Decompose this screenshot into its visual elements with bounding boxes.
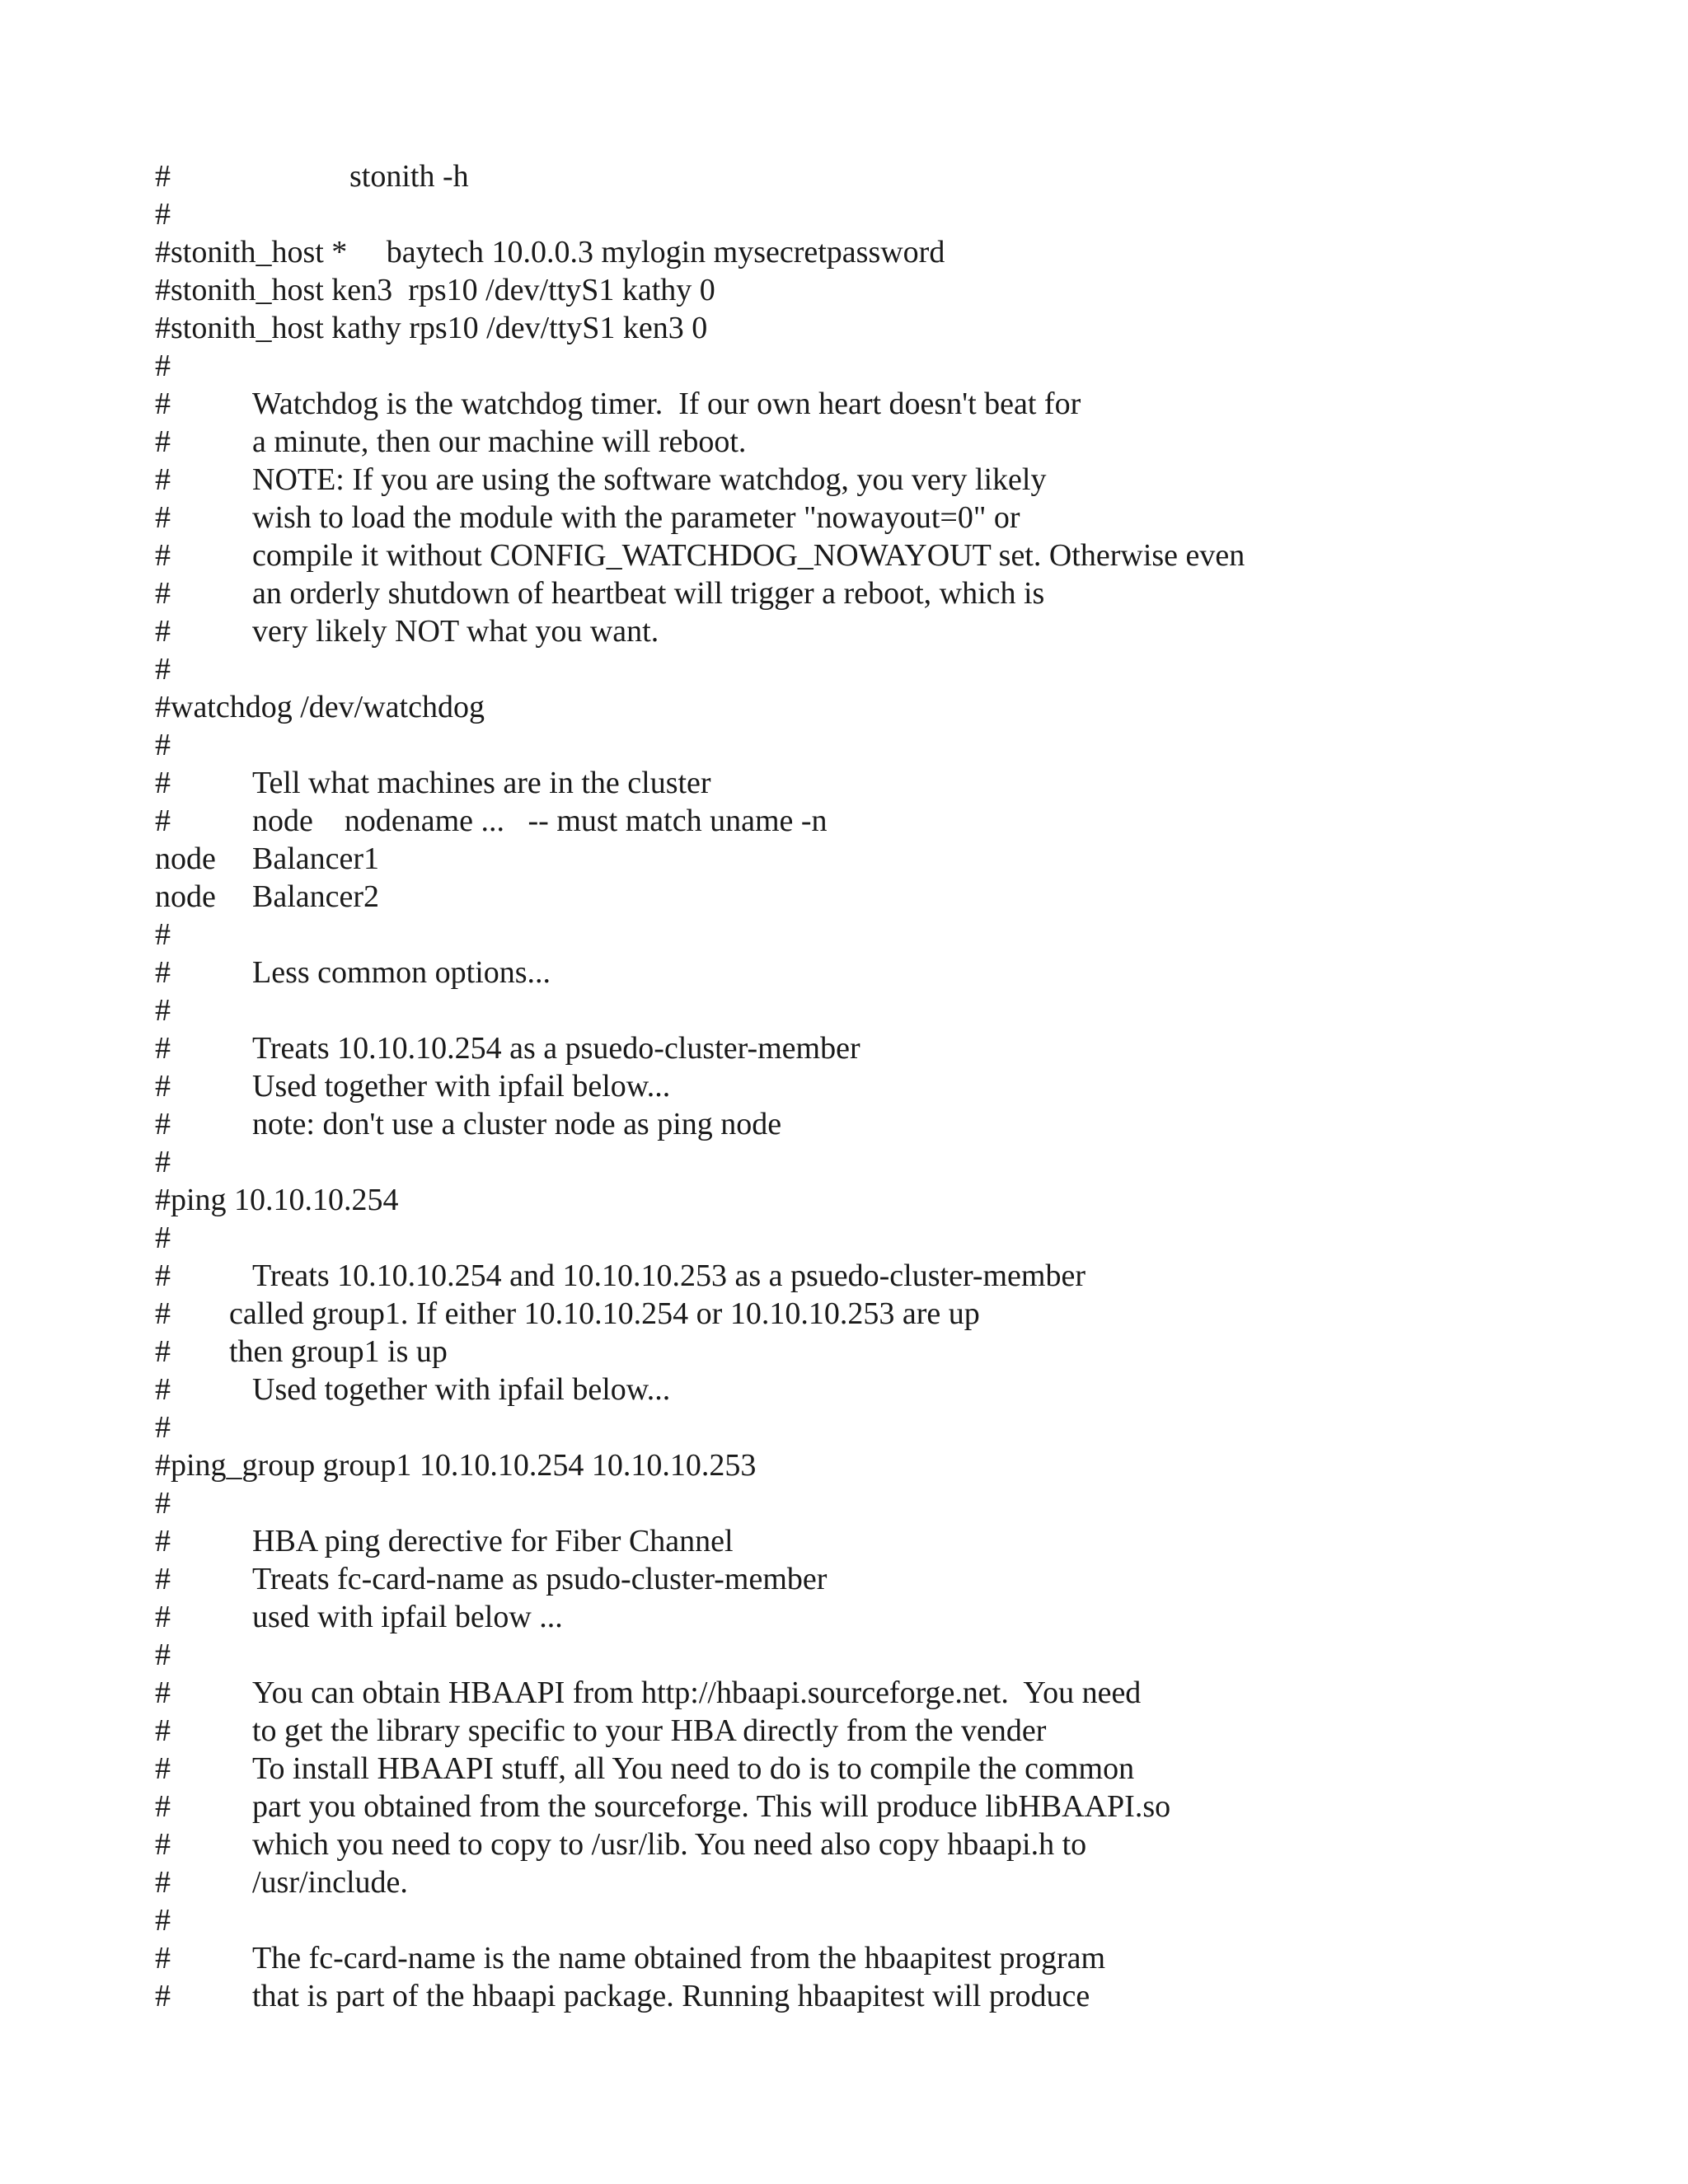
text-line: [155, 1712, 1639, 1750]
text-line: [155, 1788, 1639, 1825]
line-prefix: #: [155, 1524, 171, 1558]
line-prefix: #: [155, 917, 171, 952]
line-prefix: #: [155, 1334, 171, 1369]
text-line: [155, 840, 1639, 878]
line-prefix: #watchdog /dev/watchdog: [155, 690, 485, 724]
line-prefix: #: [155, 1107, 171, 1141]
text-line: [155, 1636, 1639, 1674]
text-line: [155, 271, 1639, 309]
line-content: Watchdog is the watchdog timer. If our own heart doesn't beat for: [252, 387, 1081, 421]
line-prefix: #ping 10.10.10.254: [155, 1183, 399, 1217]
line-prefix: #: [155, 159, 171, 194]
text-line: [155, 1333, 1639, 1371]
line-content: Tell what machines are in the cluster: [252, 766, 711, 800]
text-line: [155, 385, 1639, 423]
line-content: part you obtained from the sourceforge. This will produce libHBAAPI.so: [252, 1789, 1171, 1824]
line-prefix: #: [155, 1827, 171, 1862]
line-prefix: #: [155, 1903, 171, 1938]
line-content: Balancer1: [252, 841, 380, 876]
text-line: [155, 1446, 1639, 1484]
text-line: [155, 1105, 1639, 1143]
text-line: [155, 347, 1639, 385]
text-line: [155, 688, 1639, 726]
line-prefix: #stonith_host * baytech 10.0.0.3 mylogin mysecretpassword: [155, 235, 945, 269]
line-content: that is part of the hbaapi package. Running hbaapitest will produce: [252, 1979, 1090, 2013]
text-line: [155, 1522, 1639, 1560]
text-line: [155, 195, 1639, 233]
line-prefix: #stonith_host ken3 rps10 /dev/ttyS1 kathy 0: [155, 273, 715, 307]
text-line: [155, 1257, 1639, 1295]
text-line: [155, 461, 1639, 499]
line-prefix: #: [155, 424, 171, 459]
line-prefix: #: [155, 993, 171, 1028]
line-content: an orderly shutdown of heartbeat will trigger a reboot, which is: [252, 576, 1045, 611]
text-line: [155, 423, 1639, 461]
line-prefix: #: [155, 1865, 171, 1900]
line-prefix: #: [155, 804, 171, 838]
line-prefix: #: [155, 349, 171, 383]
line-prefix: #: [155, 1145, 171, 1179]
line-content: very likely NOT what you want.: [252, 614, 659, 649]
text-line: [155, 1029, 1639, 1067]
text-line: [155, 802, 1639, 840]
line-prefix: #ping_group group1 10.10.10.254 10.10.10.253: [155, 1448, 757, 1483]
line-content: /usr/include.: [252, 1865, 408, 1900]
line-prefix: #: [155, 1296, 171, 1331]
line-prefix: #: [155, 1675, 171, 1710]
line-prefix: #: [155, 1600, 171, 1634]
line-prefix: #: [155, 462, 171, 497]
line-prefix: #: [155, 1789, 171, 1824]
line-prefix: #: [155, 1751, 171, 1786]
line-content: which you need to copy to /usr/lib. You need also copy hbaapi.h to: [252, 1827, 1087, 1862]
text-line: [155, 1598, 1639, 1636]
line-prefix: #: [155, 1372, 171, 1407]
line-content: To install HBAAPI stuff, all You need to do is to compile the common: [252, 1751, 1135, 1786]
text-line: [155, 726, 1639, 764]
line-prefix: #: [155, 652, 171, 687]
line-prefix: node: [155, 841, 216, 876]
line-content: Less common options...: [252, 955, 551, 990]
line-content: Used together with ipfail below...: [252, 1069, 671, 1104]
line-content: HBA ping derective for Fiber Channel: [252, 1524, 734, 1558]
line-prefix: #: [155, 576, 171, 611]
text-line: [155, 1939, 1639, 1977]
config-text: [155, 157, 1639, 2015]
text-line: [155, 537, 1639, 574]
line-prefix: #: [155, 1713, 171, 1748]
line-content: Treats 10.10.10.254 as a psuedo-cluster-member: [252, 1031, 860, 1066]
line-prefix: #: [155, 1221, 171, 1255]
line-content: note: don't use a cluster node as ping node: [252, 1107, 782, 1141]
text-line: [155, 916, 1639, 954]
line-prefix: #: [155, 766, 171, 800]
line-content: NOTE: If you are using the software watchdog, you very likely: [252, 462, 1047, 497]
text-line: [155, 991, 1639, 1029]
text-line: [155, 1901, 1639, 1939]
text-line: [155, 1371, 1639, 1408]
text-line: [155, 1977, 1639, 2015]
line-prefix: #: [155, 538, 171, 573]
line-prefix: #: [155, 614, 171, 649]
text-line: [155, 1750, 1639, 1788]
line-content: The fc-card-name is the name obtained from the hbaapitest program: [252, 1941, 1106, 1975]
text-line: [155, 157, 1639, 195]
line-content: Treats 10.10.10.254 and 10.10.10.253 as a psuedo-cluster-member: [252, 1258, 1085, 1293]
text-line: [155, 878, 1639, 916]
text-line: [155, 1484, 1639, 1522]
line-prefix: #: [155, 1069, 171, 1104]
text-line: [155, 1560, 1639, 1598]
text-line: [155, 764, 1639, 802]
line-prefix: #: [155, 955, 171, 990]
line-prefix: #: [155, 1031, 171, 1066]
text-line: [155, 499, 1639, 537]
text-line: [155, 574, 1639, 612]
line-content: node nodename ... -- must match uname -n: [252, 804, 828, 838]
line-content: then group1 is up: [229, 1334, 448, 1369]
line-prefix: #: [155, 500, 171, 535]
text-line: [155, 1067, 1639, 1105]
line-content: compile it without CONFIG_WATCHDOG_NOWAYOUT set. Otherwise even: [252, 538, 1245, 573]
text-line: [155, 650, 1639, 688]
line-content: stonith -h: [349, 159, 469, 194]
line-content: You can obtain HBAAPI from http://hbaapi.sourceforge.net. You need: [252, 1675, 1142, 1710]
text-line: [155, 233, 1639, 271]
line-content: Used together with ipfail below...: [252, 1372, 671, 1407]
line-content: Balancer2: [252, 879, 380, 914]
line-content: to get the library specific to your HBA directly from the vender: [252, 1713, 1047, 1748]
line-prefix: #: [155, 1638, 171, 1672]
text-line: [155, 1143, 1639, 1181]
text-line: [155, 1408, 1639, 1446]
text-line: [155, 1863, 1639, 1901]
line-content: called group1. If either 10.10.10.254 or 10.10.10.253 are up: [229, 1296, 980, 1331]
line-content: wish to load the module with the parameter "nowayout=0" or: [252, 500, 1020, 535]
line-prefix: #: [155, 197, 171, 232]
line-prefix: #: [155, 387, 171, 421]
line-prefix: #: [155, 1941, 171, 1975]
text-line: [155, 612, 1639, 650]
line-prefix: #: [155, 728, 171, 762]
line-prefix: #: [155, 1486, 171, 1521]
line-prefix: #: [155, 1258, 171, 1293]
line-prefix: #: [155, 1979, 171, 2013]
line-content: a minute, then our machine will reboot.: [252, 424, 747, 459]
line-prefix: node: [155, 879, 216, 914]
text-line: [155, 1825, 1639, 1863]
text-line: [155, 1295, 1639, 1333]
text-line: [155, 954, 1639, 991]
text-line: [155, 1181, 1639, 1219]
line-content: used with ipfail below ...: [252, 1600, 563, 1634]
text-line: [155, 309, 1639, 347]
line-prefix: #stonith_host kathy rps10 /dev/ttyS1 ken3 0: [155, 311, 708, 345]
line-content: Treats fc-card-name as psudo-cluster-member: [252, 1562, 828, 1596]
line-prefix: #: [155, 1410, 171, 1445]
text-line: [155, 1219, 1639, 1257]
line-prefix: #: [155, 1562, 171, 1596]
text-line: [155, 1674, 1639, 1712]
